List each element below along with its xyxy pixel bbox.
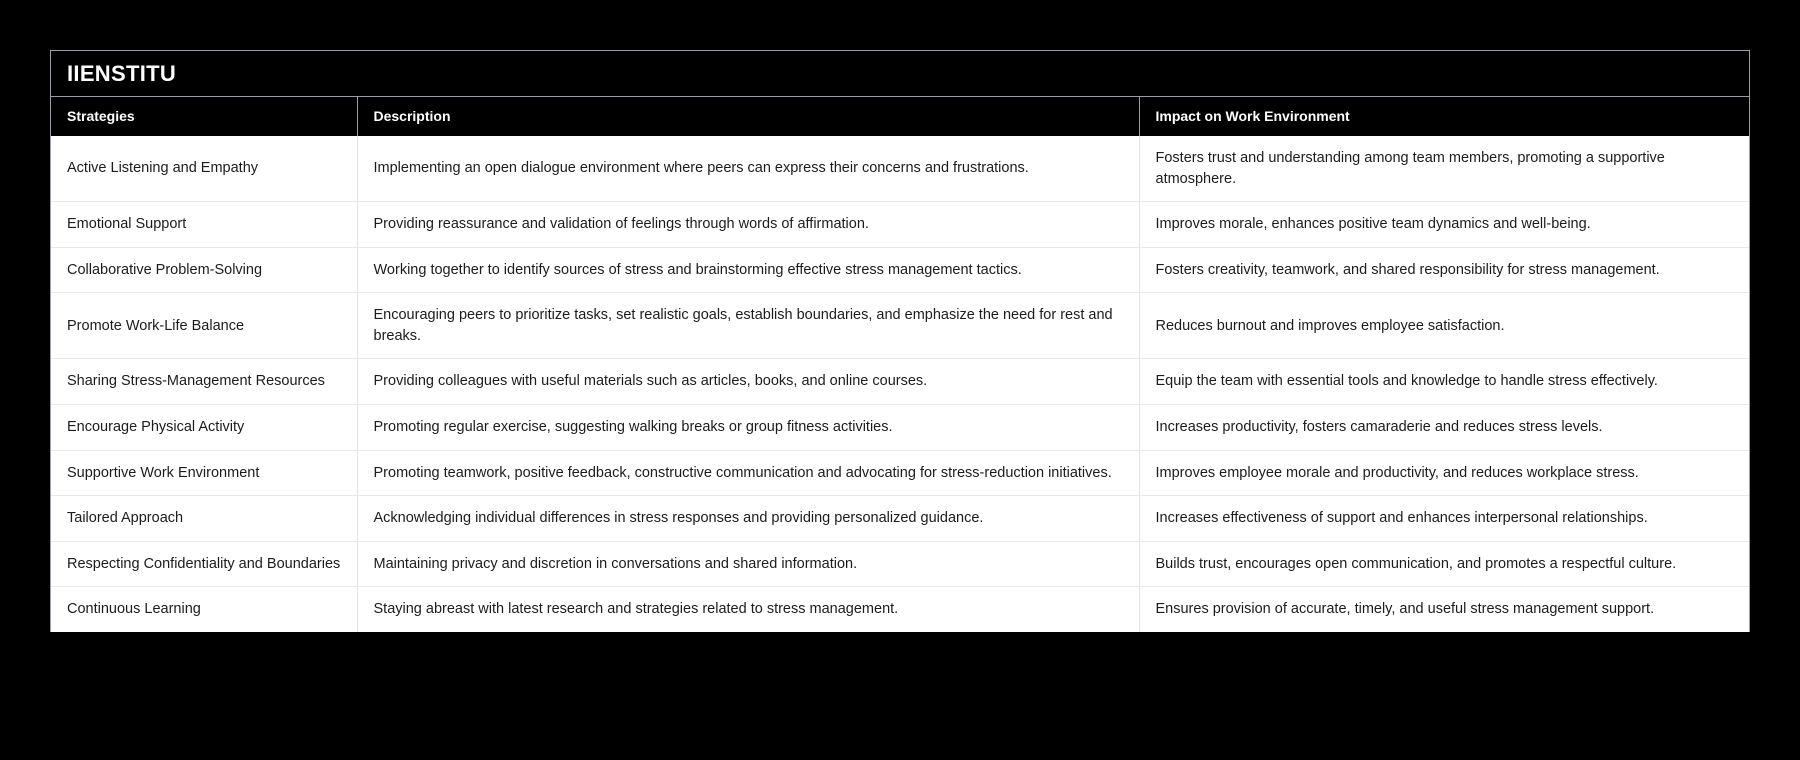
- cell-strategy: Encourage Physical Activity: [51, 405, 357, 451]
- cell-description: Providing reassurance and validation of feelings through words of affirmation.: [357, 202, 1139, 248]
- column-header-strategies: Strategies: [51, 97, 357, 136]
- cell-impact: Reduces burnout and improves employee satisfaction.: [1139, 293, 1749, 359]
- cell-impact: Improves morale, enhances positive team dynamics and well-being.: [1139, 202, 1749, 248]
- cell-description: Providing colleagues with useful materials such as articles, books, and online courses.: [357, 359, 1139, 405]
- table-row: [51, 541, 1749, 587]
- cell-impact: Increases productivity, fosters camaraderie and reduces stress levels.: [1139, 405, 1749, 451]
- table-row: [51, 450, 1749, 496]
- cell-impact: Equip the team with essential tools and knowledge to handle stress effectively.: [1139, 359, 1749, 405]
- cell-impact: Improves employee morale and productivity, and reduces workplace stress.: [1139, 450, 1749, 496]
- cell-impact: Fosters creativity, teamwork, and shared responsibility for stress management.: [1139, 247, 1749, 293]
- table-row: [51, 136, 1749, 202]
- brand-header: [51, 51, 1749, 97]
- cell-strategy: Promote Work-Life Balance: [51, 293, 357, 359]
- cell-description: Promoting teamwork, positive feedback, constructive communication and advocating for stress-reduction initiatives.: [357, 450, 1139, 496]
- cell-strategy: Collaborative Problem-Solving: [51, 247, 357, 293]
- table-row: [51, 496, 1749, 542]
- cell-strategy: Emotional Support: [51, 202, 357, 248]
- cell-description: Working together to identify sources of stress and brainstorming effective stress management tactics.: [357, 247, 1139, 293]
- table-row: [51, 202, 1749, 248]
- cell-strategy: Continuous Learning: [51, 587, 357, 632]
- cell-strategy: Tailored Approach: [51, 496, 357, 542]
- cell-impact: Builds trust, encourages open communication, and promotes a respectful culture.: [1139, 541, 1749, 587]
- table-header: [51, 97, 1749, 136]
- table-header-row: [51, 97, 1749, 136]
- cell-description: Staying abreast with latest research and strategies related to stress management.: [357, 587, 1139, 632]
- cell-description: Maintaining privacy and discretion in conversations and shared information.: [357, 541, 1139, 587]
- cell-description: Implementing an open dialogue environment where peers can express their concerns and frustrations.: [357, 136, 1139, 202]
- table-row: [51, 293, 1749, 359]
- table-row: [51, 359, 1749, 405]
- stress-management-strategies-panel: [50, 50, 1750, 632]
- cell-impact: Increases effectiveness of support and enhances interpersonal relationships.: [1139, 496, 1749, 542]
- cell-strategy: Supportive Work Environment: [51, 450, 357, 496]
- column-header-impact: Impact on Work Environment: [1139, 97, 1749, 136]
- table-row: [51, 405, 1749, 451]
- brand-title: IIENSTITU: [67, 60, 177, 86]
- table-body: [51, 136, 1749, 632]
- cell-impact: Ensures provision of accurate, timely, and useful stress management support.: [1139, 587, 1749, 632]
- cell-strategy: Respecting Confidentiality and Boundaries: [51, 541, 357, 587]
- cell-description: Promoting regular exercise, suggesting walking breaks or group fitness activities.: [357, 405, 1139, 451]
- table-row: [51, 587, 1749, 632]
- table-row: [51, 247, 1749, 293]
- cell-strategy: Sharing Stress-Management Resources: [51, 359, 357, 405]
- cell-description: Encouraging peers to prioritize tasks, set realistic goals, establish boundaries, and emphasize the need for rest and breaks.: [357, 293, 1139, 359]
- strategies-table: [51, 97, 1749, 632]
- column-header-description: Description: [357, 97, 1139, 136]
- cell-impact: Fosters trust and understanding among team members, promoting a supportive atmosphere.: [1139, 136, 1749, 202]
- cell-description: Acknowledging individual differences in stress responses and providing personalized guidance.: [357, 496, 1139, 542]
- cell-strategy: Active Listening and Empathy: [51, 136, 357, 202]
